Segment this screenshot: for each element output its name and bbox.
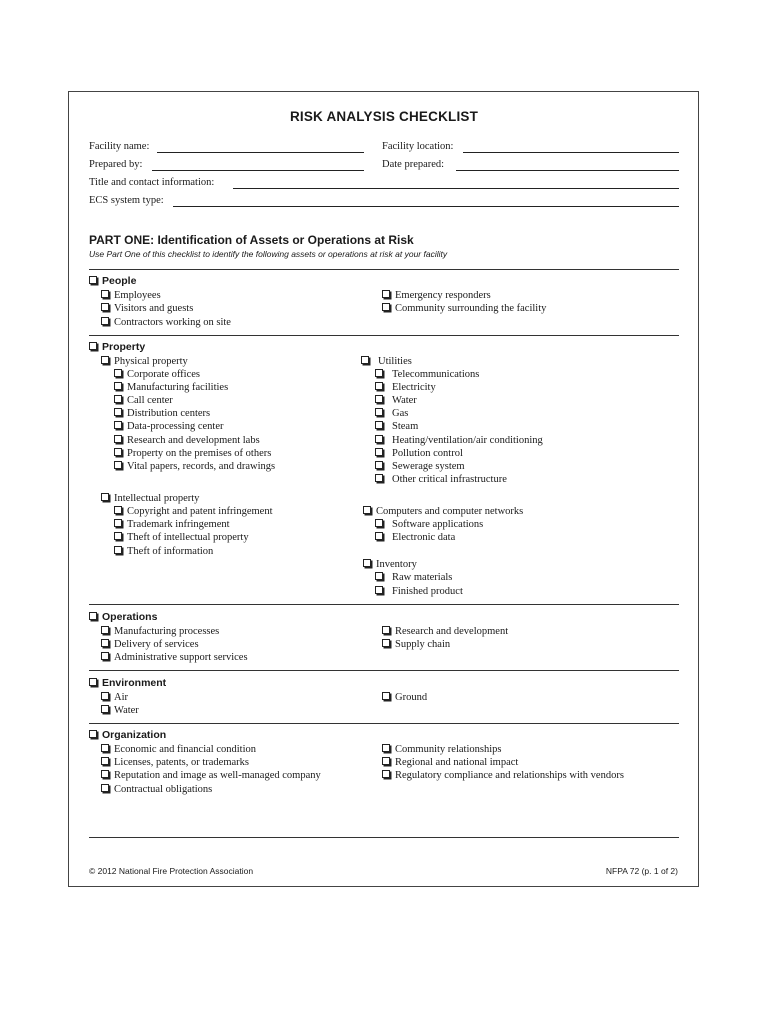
checkbox-icon	[101, 356, 109, 364]
divider	[89, 670, 679, 671]
checklist-item[interactable]	[363, 559, 417, 570]
checkbox-icon	[382, 692, 390, 700]
item-label: Research and development labs	[127, 435, 260, 446]
checklist-item[interactable]	[382, 290, 491, 301]
checklist-item[interactable]	[375, 519, 483, 530]
item-label: Copyright and patent infringement	[127, 506, 273, 517]
checklist-item[interactable]	[114, 382, 228, 393]
checkbox-icon	[382, 757, 390, 765]
item-label: Supply chain	[395, 639, 451, 650]
item-label: Delivery of services	[114, 639, 199, 650]
checkbox-icon	[382, 626, 390, 634]
item-label: Utilities	[378, 356, 412, 367]
checklist-item[interactable]	[101, 317, 231, 328]
checklist-item[interactable]	[101, 770, 321, 781]
checklist-item[interactable]	[363, 506, 523, 517]
part-one-subtitle: Use Part One of this checklist to identify the following assets or operations at risk at your facility	[89, 249, 448, 259]
checklist-item[interactable]	[382, 303, 546, 314]
checklist-item[interactable]	[101, 303, 193, 314]
checklist-item[interactable]	[382, 744, 501, 755]
checklist-item[interactable]	[114, 369, 200, 380]
checkbox-icon	[375, 474, 383, 482]
item-label: Software applications	[392, 519, 484, 530]
item-label: Call center	[127, 395, 173, 406]
checkbox-icon	[375, 421, 383, 429]
checkbox-icon	[114, 546, 122, 554]
title-contact-field[interactable]	[233, 188, 679, 189]
checkbox-icon	[114, 395, 122, 403]
checkbox-icon	[375, 572, 383, 580]
item-label: Administrative support services	[114, 652, 248, 663]
item-label: Intellectual property	[114, 493, 200, 504]
item-label: Steam	[392, 421, 419, 432]
prepared-by-field[interactable]	[152, 170, 364, 171]
checklist-item[interactable]	[114, 506, 273, 517]
checkbox-icon	[114, 461, 122, 469]
checkbox-icon	[101, 317, 109, 325]
item-label: Water	[114, 705, 139, 716]
checkbox-icon	[114, 506, 122, 514]
item-label: Inventory	[376, 559, 417, 570]
checkbox-icon	[101, 290, 109, 298]
checkbox-icon	[382, 744, 390, 752]
checkbox-icon	[114, 448, 122, 456]
item-label: Pollution control	[392, 448, 463, 459]
checkbox-icon	[89, 730, 97, 738]
checklist-item[interactable]	[114, 546, 213, 557]
document-title: RISK ANALYSIS CHECKLIST	[289, 109, 479, 124]
date-prepared-field[interactable]	[456, 170, 679, 171]
checkbox-icon	[375, 532, 383, 540]
item-label: Community relationships	[395, 744, 502, 755]
checklist-item[interactable]	[382, 626, 508, 637]
checkbox-icon	[89, 276, 97, 284]
facility-name-label: Facility name:	[89, 141, 150, 152]
checkbox-icon	[375, 448, 383, 456]
item-label: Water	[392, 395, 417, 406]
item-label: Corporate offices	[127, 369, 200, 380]
item-label: Employees	[114, 290, 161, 301]
checkbox-icon	[101, 626, 109, 634]
item-label: Finished product	[392, 586, 463, 597]
checklist-item[interactable]	[382, 757, 518, 768]
checklist-item[interactable]	[101, 652, 248, 663]
checkbox-icon	[114, 408, 122, 416]
item-label: Vital papers, records, and drawings	[127, 461, 276, 472]
checkbox-icon	[114, 532, 122, 540]
checkbox-icon	[375, 435, 383, 443]
checkbox-icon	[361, 356, 369, 364]
title-contact-label: Title and contact information:	[89, 177, 215, 188]
checkbox-icon	[114, 435, 122, 443]
checkbox-icon	[375, 408, 383, 416]
checkbox-icon	[101, 757, 109, 765]
prepared-by-label: Prepared by:	[89, 159, 143, 170]
checklist-item[interactable]	[101, 744, 256, 755]
ecs-type-label: ECS system type:	[89, 195, 164, 206]
checkbox-icon	[382, 639, 390, 647]
item-label: Data-processing center	[127, 421, 224, 432]
environment-label: Environment	[102, 677, 167, 689]
checklist-item[interactable]	[375, 408, 408, 419]
environment-section[interactable]	[89, 677, 166, 689]
checklist-item[interactable]	[382, 692, 427, 703]
checkbox-icon	[101, 639, 109, 647]
checkbox-icon	[101, 705, 109, 713]
checklist-item[interactable]	[375, 474, 507, 485]
checklist-item[interactable]	[375, 382, 436, 393]
property-section[interactable]	[89, 341, 145, 353]
checkbox-icon	[375, 382, 383, 390]
property-label: Property	[102, 341, 146, 353]
checklist-item[interactable]	[382, 639, 450, 650]
checkbox-icon	[375, 369, 383, 377]
checkbox-icon	[114, 519, 122, 527]
item-label: Electronic data	[392, 532, 456, 543]
checklist-item[interactable]	[114, 461, 275, 472]
facility-name-field[interactable]	[157, 152, 364, 153]
facility-location-field[interactable]	[463, 152, 679, 153]
checklist-item[interactable]	[101, 784, 212, 795]
item-label: Community surrounding the facility	[395, 303, 547, 314]
checklist-item[interactable]	[101, 356, 188, 367]
item-label: Manufacturing facilities	[127, 382, 229, 393]
checklist-item[interactable]	[101, 493, 199, 504]
checklist-item[interactable]	[101, 290, 161, 301]
checkbox-icon	[114, 382, 122, 390]
checkbox-icon	[89, 678, 97, 686]
checklist-item[interactable]	[114, 395, 173, 406]
checkbox-icon	[363, 559, 371, 567]
checklist-item[interactable]	[114, 448, 271, 459]
item-label: Distribution centers	[127, 408, 211, 419]
checklist-item[interactable]	[101, 757, 249, 768]
item-label: Manufacturing processes	[114, 626, 220, 637]
checkbox-icon	[101, 652, 109, 660]
checklist-item[interactable]	[375, 572, 452, 583]
item-label: Regional and national impact	[395, 757, 519, 768]
checkbox-icon	[89, 612, 97, 620]
item-label: Theft of intellectual property	[127, 532, 249, 543]
checkbox-icon	[101, 770, 109, 778]
item-label: Physical property	[114, 356, 188, 367]
checklist-item[interactable]	[375, 448, 463, 459]
facility-location-label: Facility location:	[382, 141, 454, 152]
checklist-item[interactable]	[361, 356, 412, 367]
divider	[89, 335, 679, 336]
checklist-item[interactable]	[375, 435, 543, 446]
item-label: Telecommunications	[392, 369, 480, 380]
item-label: Heating/ventilation/air conditioning	[392, 435, 543, 446]
item-label: Ground	[395, 692, 428, 703]
item-label: Air	[114, 692, 128, 703]
item-label: Contractual obligations	[114, 784, 213, 795]
item-label: Licenses, patents, or trademarks	[114, 757, 249, 768]
item-label: Regulatory compliance and relationships with vendors	[395, 770, 624, 781]
divider	[89, 723, 679, 724]
item-label: Trademark infringement	[127, 519, 230, 530]
item-label: Reputation and image as well-managed company	[114, 770, 321, 781]
people-label: People	[102, 275, 137, 287]
checklist-item[interactable]	[375, 586, 463, 597]
item-label: Visitors and guests	[114, 303, 194, 314]
checklist-item[interactable]	[375, 532, 455, 543]
checkbox-icon	[382, 770, 390, 778]
checkbox-icon	[101, 303, 109, 311]
checklist-item[interactable]	[101, 639, 199, 650]
checkbox-icon	[375, 461, 383, 469]
checkbox-icon	[375, 395, 383, 403]
checklist-item[interactable]	[382, 770, 624, 781]
checklist-item[interactable]	[375, 369, 479, 380]
checkbox-icon	[375, 519, 383, 527]
checkbox-icon	[114, 421, 122, 429]
divider	[89, 604, 679, 605]
organization-section[interactable]	[89, 729, 166, 741]
item-label: Emergency responders	[395, 290, 491, 301]
item-label: Research and development	[395, 626, 509, 637]
checklist-item[interactable]	[114, 532, 249, 543]
item-label: Economic and financial condition	[114, 744, 256, 755]
organization-label: Organization	[102, 729, 167, 741]
checklist-item[interactable]	[101, 692, 128, 703]
item-label: Theft of information	[127, 546, 214, 557]
checklist-item[interactable]	[114, 408, 210, 419]
checkbox-icon	[89, 342, 97, 350]
checkbox-icon	[114, 369, 122, 377]
operations-label: Operations	[102, 611, 158, 623]
page-number: NFPA 72 (p. 1 of 2)	[605, 866, 678, 876]
checkbox-icon	[101, 493, 109, 501]
checkbox-icon	[363, 506, 371, 514]
date-prepared-label: Date prepared:	[382, 159, 445, 170]
checkbox-icon	[382, 303, 390, 311]
checklist-item[interactable]	[375, 421, 418, 432]
part-one-title: PART ONE: Identification of Assets or Operations at Risk	[89, 233, 414, 247]
ecs-type-field[interactable]	[173, 206, 679, 207]
checklist-item[interactable]	[375, 395, 417, 406]
checklist-item[interactable]	[101, 705, 139, 716]
checklist-item[interactable]	[375, 461, 465, 472]
operations-section[interactable]	[89, 611, 157, 623]
checklist-item[interactable]	[114, 435, 260, 446]
divider	[89, 269, 679, 270]
checkbox-icon	[101, 692, 109, 700]
item-label: Computers and computer networks	[376, 506, 524, 517]
checklist-item[interactable]	[114, 421, 224, 432]
item-label: Gas	[392, 408, 409, 419]
checklist-item[interactable]	[101, 626, 219, 637]
item-label: Property on the premises of others	[127, 448, 272, 459]
checkbox-icon	[382, 290, 390, 298]
item-label: Sewerage system	[392, 461, 465, 472]
checkbox-icon	[101, 784, 109, 792]
item-label: Raw materials	[392, 572, 453, 583]
item-label: Electricity	[392, 382, 436, 393]
checkbox-icon	[101, 744, 109, 752]
item-label: Contractors working on site	[114, 317, 231, 328]
copyright: © 2012 National Fire Protection Association	[89, 866, 254, 876]
divider	[89, 837, 679, 838]
checkbox-icon	[375, 586, 383, 594]
item-label: Other critical infrastructure	[392, 474, 507, 485]
people-section[interactable]	[89, 275, 136, 287]
checklist-item[interactable]	[114, 519, 230, 530]
